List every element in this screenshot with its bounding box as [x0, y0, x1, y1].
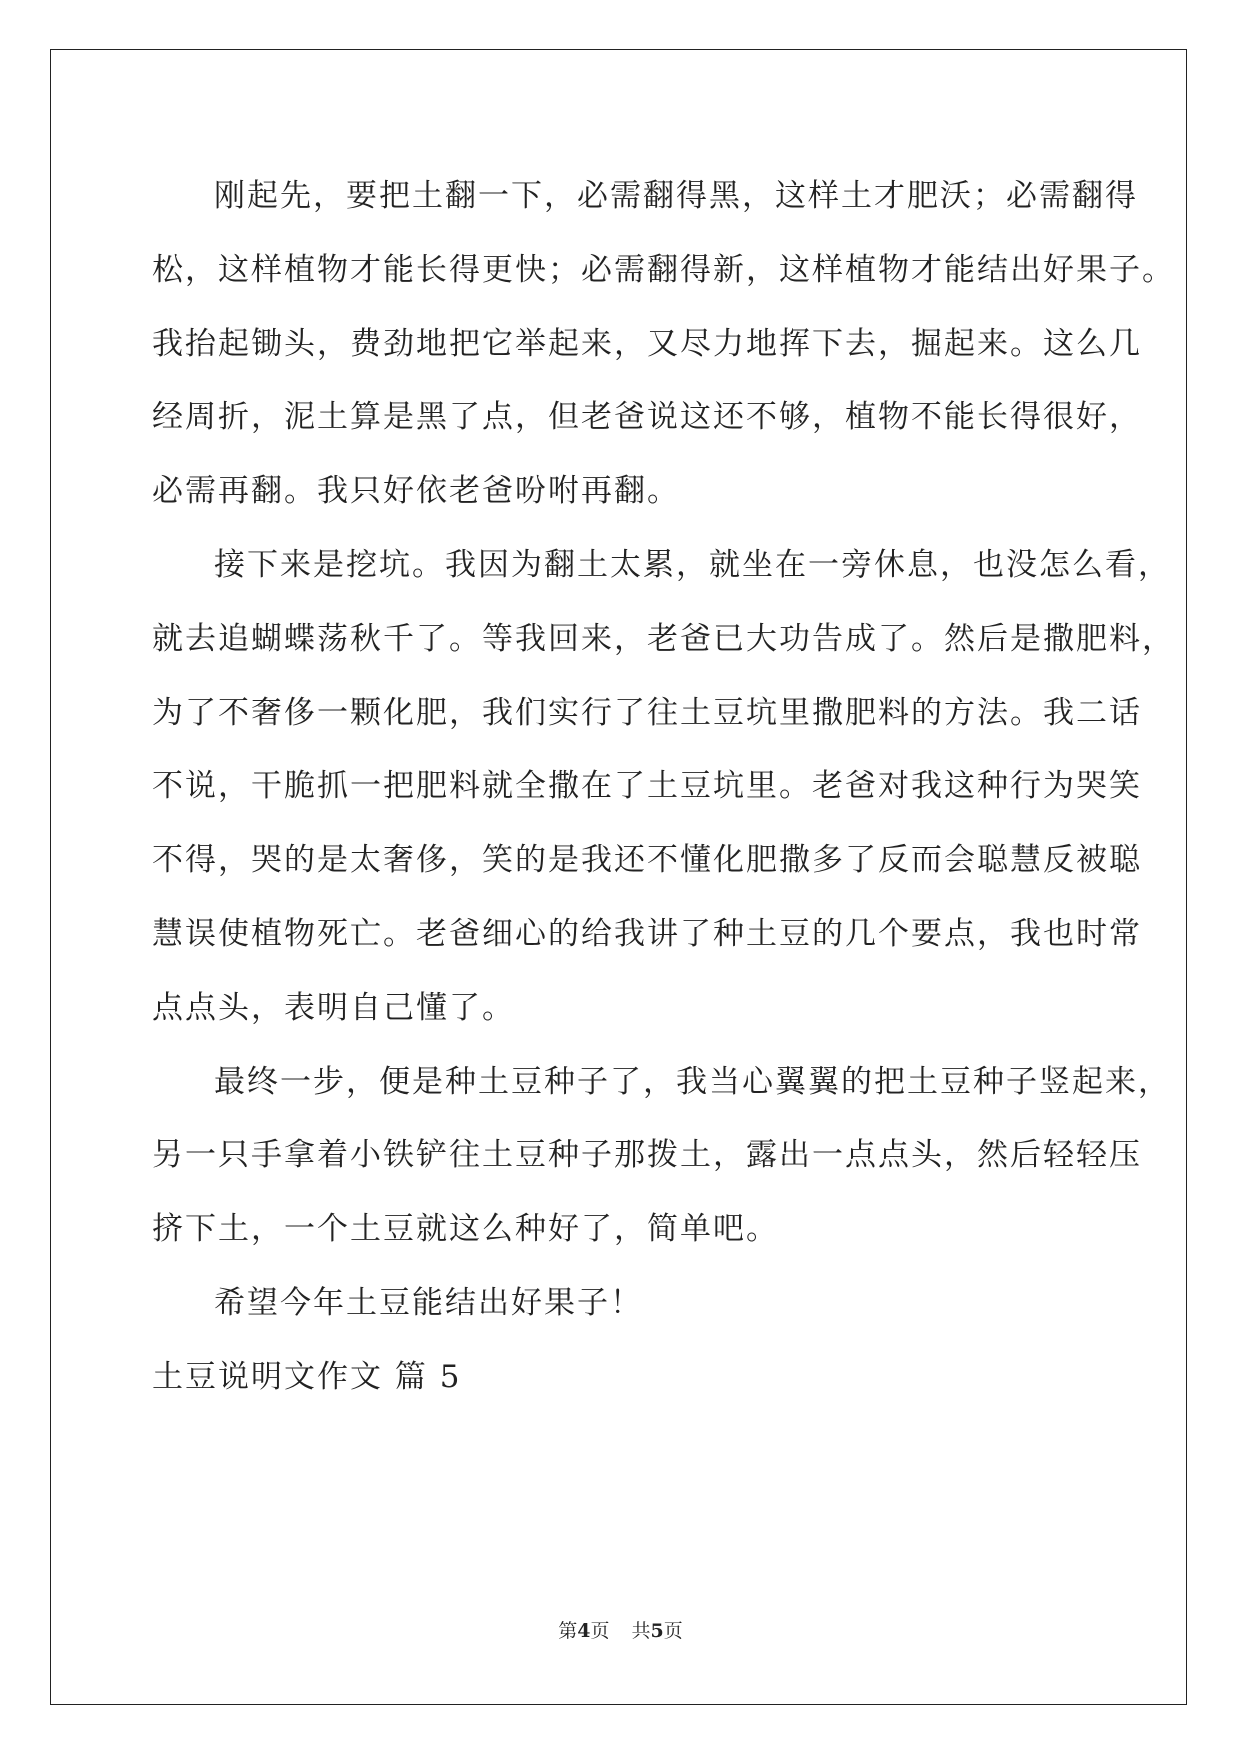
- text-line: 松，这样植物才能长得更快；必需翻得新，这样植物才能结出好果子。: [152, 251, 1175, 288]
- page-footer: [0, 1616, 1241, 1643]
- total-suffix: 页: [663, 1620, 683, 1642]
- text-line: 最终一步，便是种土豆种子了，我当心翼翼的把土豆种子竖起来，: [214, 1063, 1171, 1100]
- document-body: [152, 160, 1175, 1415]
- section-heading: 土豆说明文作文 篇 5: [152, 1358, 462, 1395]
- text-line: 为了不奢侈一颗化肥，我们实行了往土豆坑里撒肥料的方法。我二话: [152, 694, 1142, 731]
- page-prefix: 第: [558, 1620, 578, 1642]
- paragraph-2: [152, 529, 1175, 1046]
- text-line: 另一只手拿着小铁铲往土豆种子那拨土，露出一点点头，然后轻轻压: [152, 1137, 1142, 1174]
- current-page-number: 4: [577, 1620, 591, 1642]
- paragraph-4: [152, 1267, 1102, 1341]
- text-line: 慧误使植物死亡。老爸细心的给我讲了种土豆的几个要点，我也时常: [152, 915, 1142, 952]
- page-suffix: 页: [590, 1620, 610, 1642]
- text-line: 必需再翻。我只好依老爸吩咐再翻。: [152, 473, 680, 510]
- text-line: 挤下土，一个土豆就这么种好了，简单吧。: [152, 1211, 779, 1248]
- text-line: 刚起先，要把土翻一下，必需翻得黑，这样土才肥沃；必需翻得: [214, 178, 1138, 214]
- total-pages-number: 5: [650, 1620, 664, 1642]
- text-line: 点点头，表明自己懂了。: [152, 989, 515, 1026]
- text-line: 我抬起锄头，费劲地把它举起来，又尽力地挥下去，掘起来。这么几: [152, 325, 1142, 362]
- paragraph-3: [152, 1046, 1171, 1267]
- paragraph-1: [152, 160, 1175, 529]
- text-line: 希望今年土豆能结出好果子！: [214, 1284, 643, 1321]
- total-prefix: 共: [631, 1620, 651, 1642]
- text-line: 不得，哭的是太奢侈，笑的是我还不懂化肥撒多了反而会聪慧反被聪: [152, 842, 1142, 879]
- text-line: 经周折，泥土算是黑了点，但老爸说这还不够，植物不能长得很好，: [152, 399, 1142, 436]
- text-line: 接下来是挖坑。我因为翻土太累，就坐在一旁休息，也没怎么看，: [214, 546, 1171, 583]
- text-line: 不说，干脆抓一把肥料就全撒在了土豆坑里。老爸对我这种行为哭笑: [152, 768, 1142, 805]
- text-line: 就去追蝴蝶荡秋千了。等我回来，老爸已大功告成了。然后是撒肥料，: [152, 620, 1175, 657]
